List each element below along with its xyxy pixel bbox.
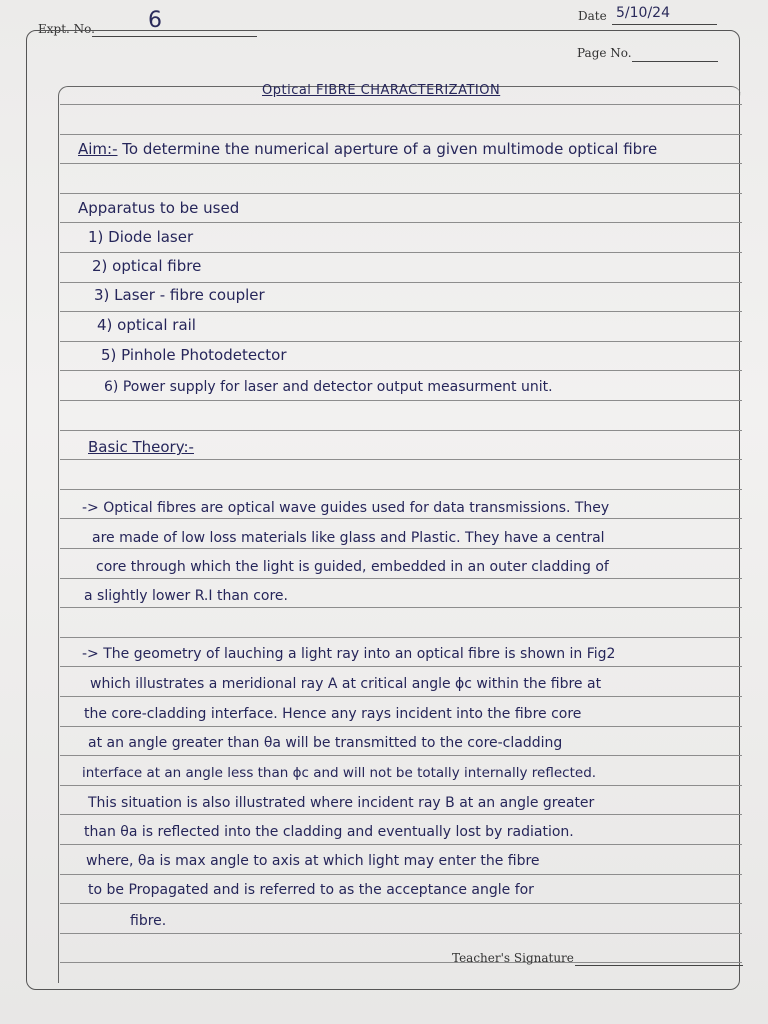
teacher-signature-label: Teacher's Signature	[452, 951, 574, 965]
apparatus-item: 5) Pinhole Photodetector	[101, 346, 287, 364]
ruled-line	[60, 844, 742, 845]
date-label: Date	[578, 9, 607, 23]
theory-line: the core-cladding interface. Hence any rays incident into the fibre core	[84, 706, 582, 722]
theory-heading: Basic Theory:-	[88, 438, 194, 456]
theory-line: -> The geometry of lauching a light ray into an optical fibre is shown in Fig2	[82, 646, 616, 662]
apparatus-item: 3) Laser - fibre coupler	[94, 286, 265, 304]
theory-line: interface at an angle less than ϕc and will not be totally internally reflected.	[82, 765, 597, 781]
aim-label: Aim:-	[78, 140, 118, 158]
ruled-line	[60, 282, 742, 283]
ruled-line	[60, 459, 742, 460]
theory-line: fibre.	[130, 913, 167, 929]
ruled-line	[60, 400, 742, 401]
theory-line: are made of low loss materials like glass and Plastic. They have a central	[92, 530, 605, 546]
ruled-line	[60, 933, 742, 934]
signature-line	[575, 965, 743, 966]
ruled-line	[60, 548, 742, 549]
ruled-line	[60, 903, 742, 904]
apparatus-item: 6) Power supply for laser and detector output measurment unit.	[104, 379, 553, 395]
expt-no-value: 6	[148, 8, 162, 33]
ruled-line	[60, 785, 742, 786]
ruled-line	[60, 252, 742, 253]
ruled-line	[60, 518, 742, 519]
theory-line: to be Propagated and is referred to as the acceptance angle for	[88, 882, 534, 898]
ruled-line	[60, 193, 742, 194]
ruled-line	[60, 341, 742, 342]
ruled-line	[60, 370, 742, 371]
ruled-line	[60, 311, 742, 312]
theory-line: which illustrates a meridional ray A at critical angle ϕc within the fibre at	[90, 676, 602, 692]
theory-line: where, θa is max angle to axis at which light may enter the fibre	[86, 853, 540, 869]
ruled-line	[60, 696, 742, 697]
ruled-line	[60, 134, 742, 135]
ruled-line	[60, 666, 742, 667]
apparatus-item: 2) optical fibre	[92, 257, 202, 275]
ruled-line	[60, 222, 742, 223]
ruled-line	[60, 814, 742, 815]
ruled-line	[60, 430, 742, 431]
ruled-line	[60, 104, 742, 105]
ruled-line	[60, 726, 742, 727]
aim-line	[78, 140, 657, 158]
ruled-line	[60, 874, 742, 875]
ruled-line	[60, 489, 742, 490]
page-no-label: Page No.	[577, 46, 632, 60]
theory-line: core through which the light is guided, embedded in an outer cladding of	[96, 559, 609, 575]
ruled-line	[60, 607, 742, 608]
apparatus-item: 1) Diode laser	[88, 228, 194, 246]
theory-line: a slightly lower R.I than core.	[84, 588, 288, 604]
aim-text: To determine the numerical aperture of a given multimode optical fibre	[122, 140, 658, 158]
date-value: 5/10/24	[616, 5, 670, 21]
ruled-line	[60, 163, 742, 164]
expt-no-label: Expt. No.	[38, 22, 95, 36]
ruled-line	[60, 637, 742, 638]
ruled-line	[60, 962, 742, 963]
ruled-line	[60, 755, 742, 756]
theory-line: at an angle greater than θa will be transmitted to the core-cladding	[88, 735, 563, 751]
apparatus-heading: Apparatus to be used	[78, 199, 240, 217]
theory-line: This situation is also illustrated where incident ray B at an angle greater	[88, 795, 595, 811]
theory-line: -> Optical fibres are optical wave guides used for data transmissions. They	[82, 500, 610, 516]
apparatus-item: 4) optical rail	[97, 316, 196, 334]
page-title: Optical FIBRE CHARACTERIZATION	[262, 83, 501, 98]
theory-line: than θa is reflected into the cladding and eventually lost by radiation.	[84, 824, 574, 840]
ruled-line	[60, 578, 742, 579]
date-line	[612, 24, 717, 25]
